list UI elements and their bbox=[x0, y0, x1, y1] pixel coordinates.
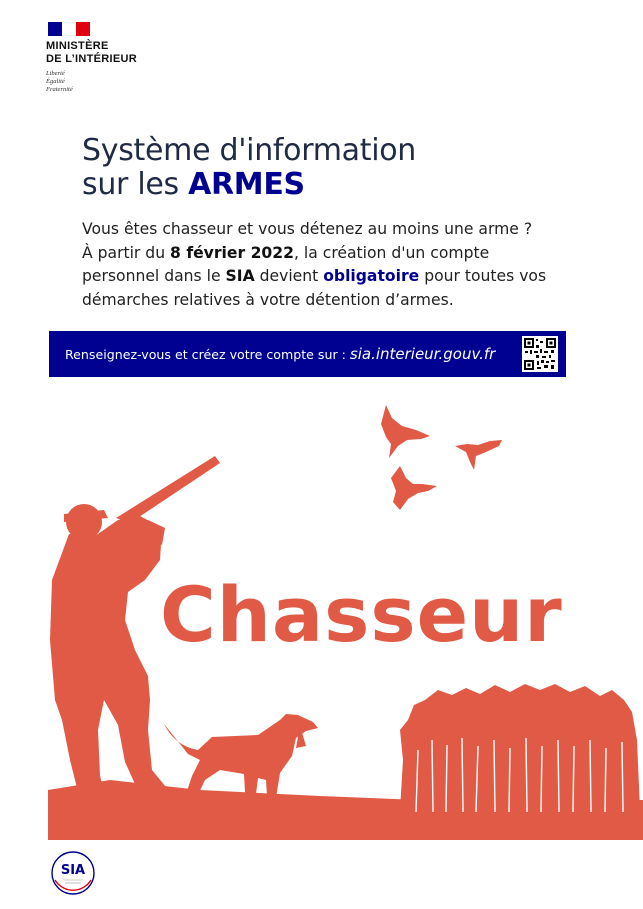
intro-line-1: Vous êtes chasseur et vous détenez au moins une arme ? bbox=[82, 220, 533, 238]
intro-text: , la création d'un compte bbox=[293, 243, 490, 262]
banner-text: Renseignez-vous et créez votre compte sur : bbox=[65, 346, 346, 362]
ministry-line-1: MINISTÈRE bbox=[46, 40, 109, 52]
page-title bbox=[82, 134, 416, 202]
intro-text: À partir du bbox=[82, 243, 171, 262]
motto-liberte: Liberté bbox=[46, 70, 65, 77]
flying-ducks-icon bbox=[381, 405, 502, 510]
title-armes: ARMES bbox=[188, 167, 305, 202]
intro-text: personnel dans le bbox=[82, 267, 226, 285]
intro-text: devient bbox=[254, 267, 324, 285]
intro-line-4: démarches relatives à votre détention d’armes. bbox=[82, 290, 454, 309]
motto-fraternite: Fraternité bbox=[46, 86, 73, 93]
qr-code-icon[interactable] bbox=[522, 336, 558, 372]
banner-url-link[interactable]: sia.interieur.gouv.fr bbox=[349, 345, 496, 363]
info-banner bbox=[49, 331, 566, 377]
title-line-1: Système d'information bbox=[82, 133, 416, 168]
ministry-logo bbox=[46, 22, 176, 94]
motto-egalite: Égalité bbox=[46, 78, 65, 85]
chasseur-heading: Chasseur bbox=[160, 570, 563, 659]
ministry-line-2: DE L’INTÉRIEUR bbox=[46, 53, 137, 65]
intro-line-2 bbox=[82, 242, 602, 266]
intro-text: pour toutes vos bbox=[419, 267, 547, 285]
intro-paragraph bbox=[82, 218, 602, 312]
sia-logo-text: SIA bbox=[60, 863, 86, 878]
intro-line-3 bbox=[82, 265, 602, 289]
intro-obligatoire: obligatoire bbox=[323, 267, 420, 285]
forest-silhouette-icon bbox=[400, 684, 640, 810]
intro-sia: SIA bbox=[225, 267, 255, 285]
republic-motto bbox=[46, 70, 176, 94]
ministry-name bbox=[46, 40, 176, 66]
title-prefix: sur les bbox=[82, 167, 189, 202]
marianne-flag-icon bbox=[48, 22, 90, 36]
title-line-2 bbox=[82, 168, 416, 202]
intro-date: 8 février 2022 bbox=[170, 243, 294, 262]
sia-logo-icon bbox=[50, 850, 96, 896]
